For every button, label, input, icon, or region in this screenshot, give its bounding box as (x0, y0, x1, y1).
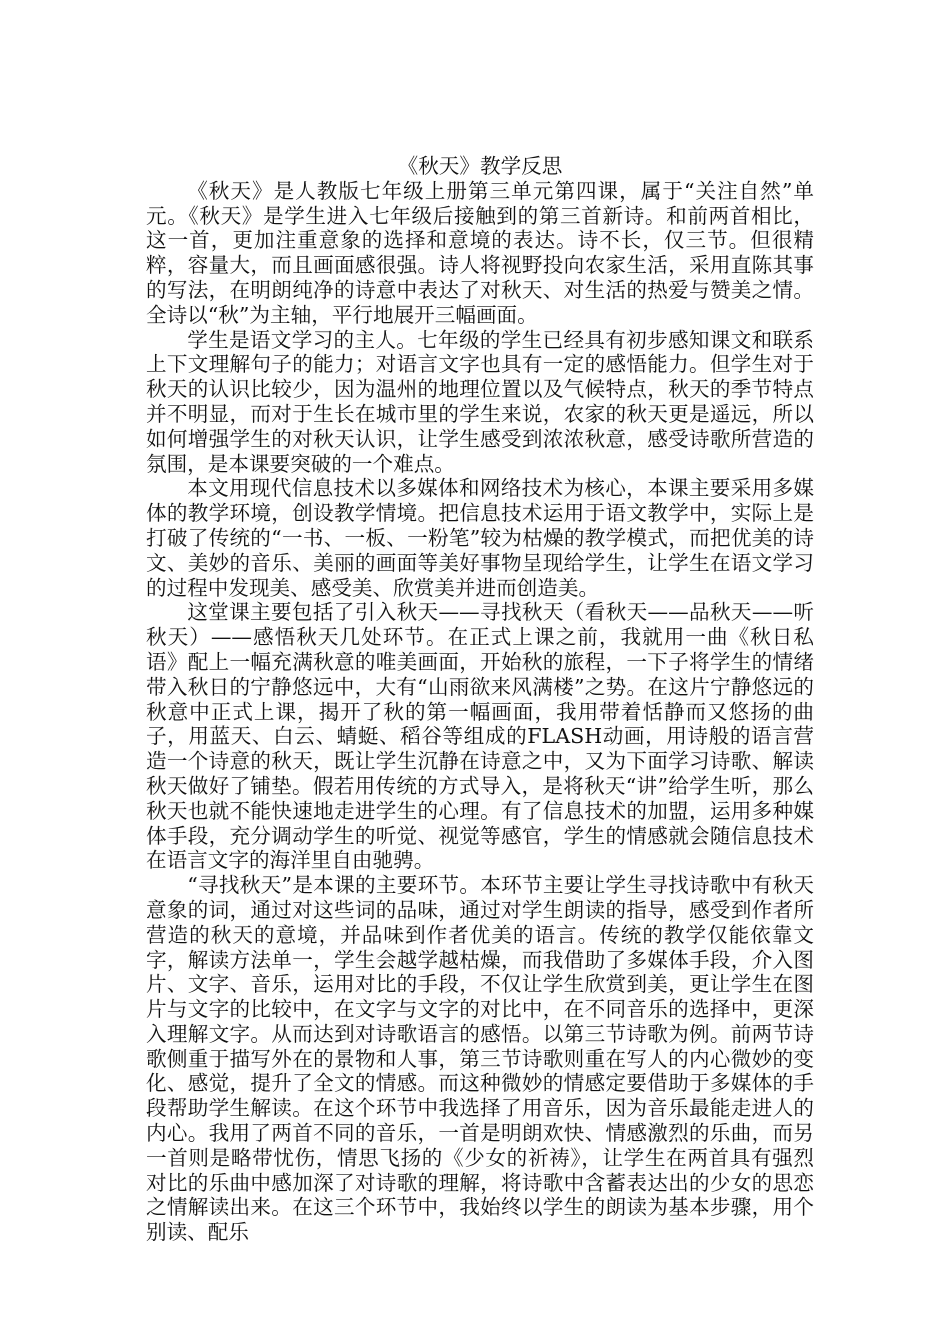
paragraph-1: 《秋天》是人教版七年级上册第三单元第四课，属于“关注自然”单元。《秋天》是学生进入七年级后接触到的第三首新诗。和前两首相比，这一首，更加注重意象的选择和意境的表达。诗不长，仅三节。但很精粹，容量大，而且画面感很强。诗人将视野投向农家生活，采用直陈其事的写法，在明朗纯净的诗意中表达了对秋天、对生活的热爱与赞美之情。全诗以“秋”为主轴，平行地展开三幅画面。 (146, 178, 814, 327)
document-title: 《秋天》教学反思 (397, 154, 563, 178)
paragraph-4: 这堂课主要包括了引入秋天——寻找秋天（看秋天——品秋天——听秋天）——感悟秋天几处环节。在正式上课之前，我就用一曲《秋日私语》配上一幅充满秋意的唯美画面，开始秋的旅程，一下子将学生的情绪带入秋日的宁静悠远中，大有“山雨欲来风满楼”之势。在这片宁静悠远的秋意中正式上课，揭开了秋的第一幅画面，我用带着恬静而又悠扬的曲子，用蓝天、白云、蜻蜓、稻谷等组成的FLASH动画，用诗般的语言营造一个诗意的秋天，既让学生沉静在诗意之中，又为下面学习诗歌、解读秋天做好了铺垫。假若用传统的方式导入，是将秋天“讲”给学生听，那么秋天也就不能快速地走进学生的心理。有了信息技术的加盟，运用多种媒体手段，充分调动学生的听觉、视觉等感官，学生的情感就会随信息技术在语言文字的海洋里自由驰骋。 (146, 600, 814, 873)
document-body (146, 154, 814, 1245)
paragraph-2: 学生是语文学习的主人。七年级的学生已经具有初步感知课文和联系上下文理解句子的能力；对语言文字也具有一定的感悟能力。但学生对于秋天的认识比较少，因为温州的地理位置以及气候特点，秋天的季节特点并不明显，而对于生长在城市里的学生来说，农家的秋天更是遥远，所以如何增强学生的对秋天认识，让学生感受到浓浓秋意，感受诗歌所营造的氛围，是本课要突破的一个难点。 (146, 327, 814, 476)
paragraph-3: 本文用现代信息技术以多媒体和网络技术为核心，本课主要采用多媒体的教学环境，创设教学情境。把信息技术运用于语文教学中，实际上是打破了传统的“一书、一板、一粉笔”较为枯燥的教学模式，而把优美的诗文、美妙的音乐、美丽的画面等美好事物呈现给学生，让学生在语文学习的过程中发现美、感受美、欣赏美并进而创造美。 (146, 476, 814, 600)
paragraph-5: “寻找秋天”是本课的主要环节。本环节主要让学生寻找诗歌中有秋天意象的词，通过对这些词的品味，通过对学生朗读的指导，感受到作者所营造的秋天的意境，并品味到作者优美的语言。传统的教学仅能依靠文字，解读方法单一，学生会越学越枯燥，而我借助了多媒体手段，介入图片、文字、音乐，运用对比的手段，不仅让学生欣赏到美，更让学生在图片与文字的比较中，在文字与文字的对比中，在不同音乐的选择中，更深入理解文字。从而达到对诗歌语言的感悟。以第三节诗歌为例。前两节诗歌侧重于描写外在的景物和人事，第三节诗歌则重在写人的内心微妙的变化、感觉，提升了全文的情感。而这种微妙的情感定要借助于多媒体的手段帮助学生解读。在这个环节中我选择了用音乐，因为音乐最能走进人的内心。我用了两首不同的音乐，一首是明朗欢快、情感激烈的乐曲，而另一首则是略带忧伤，情思飞扬的《少女的祈祷》，让学生在两首具有强烈对比的乐曲中感加深了对诗歌的理解，将诗歌中含蓄表达出的少女的思恋之情解读出来。在这三个环节中，我始终以学生的朗读为基本步骤，用个别读、配乐 (146, 873, 814, 1245)
